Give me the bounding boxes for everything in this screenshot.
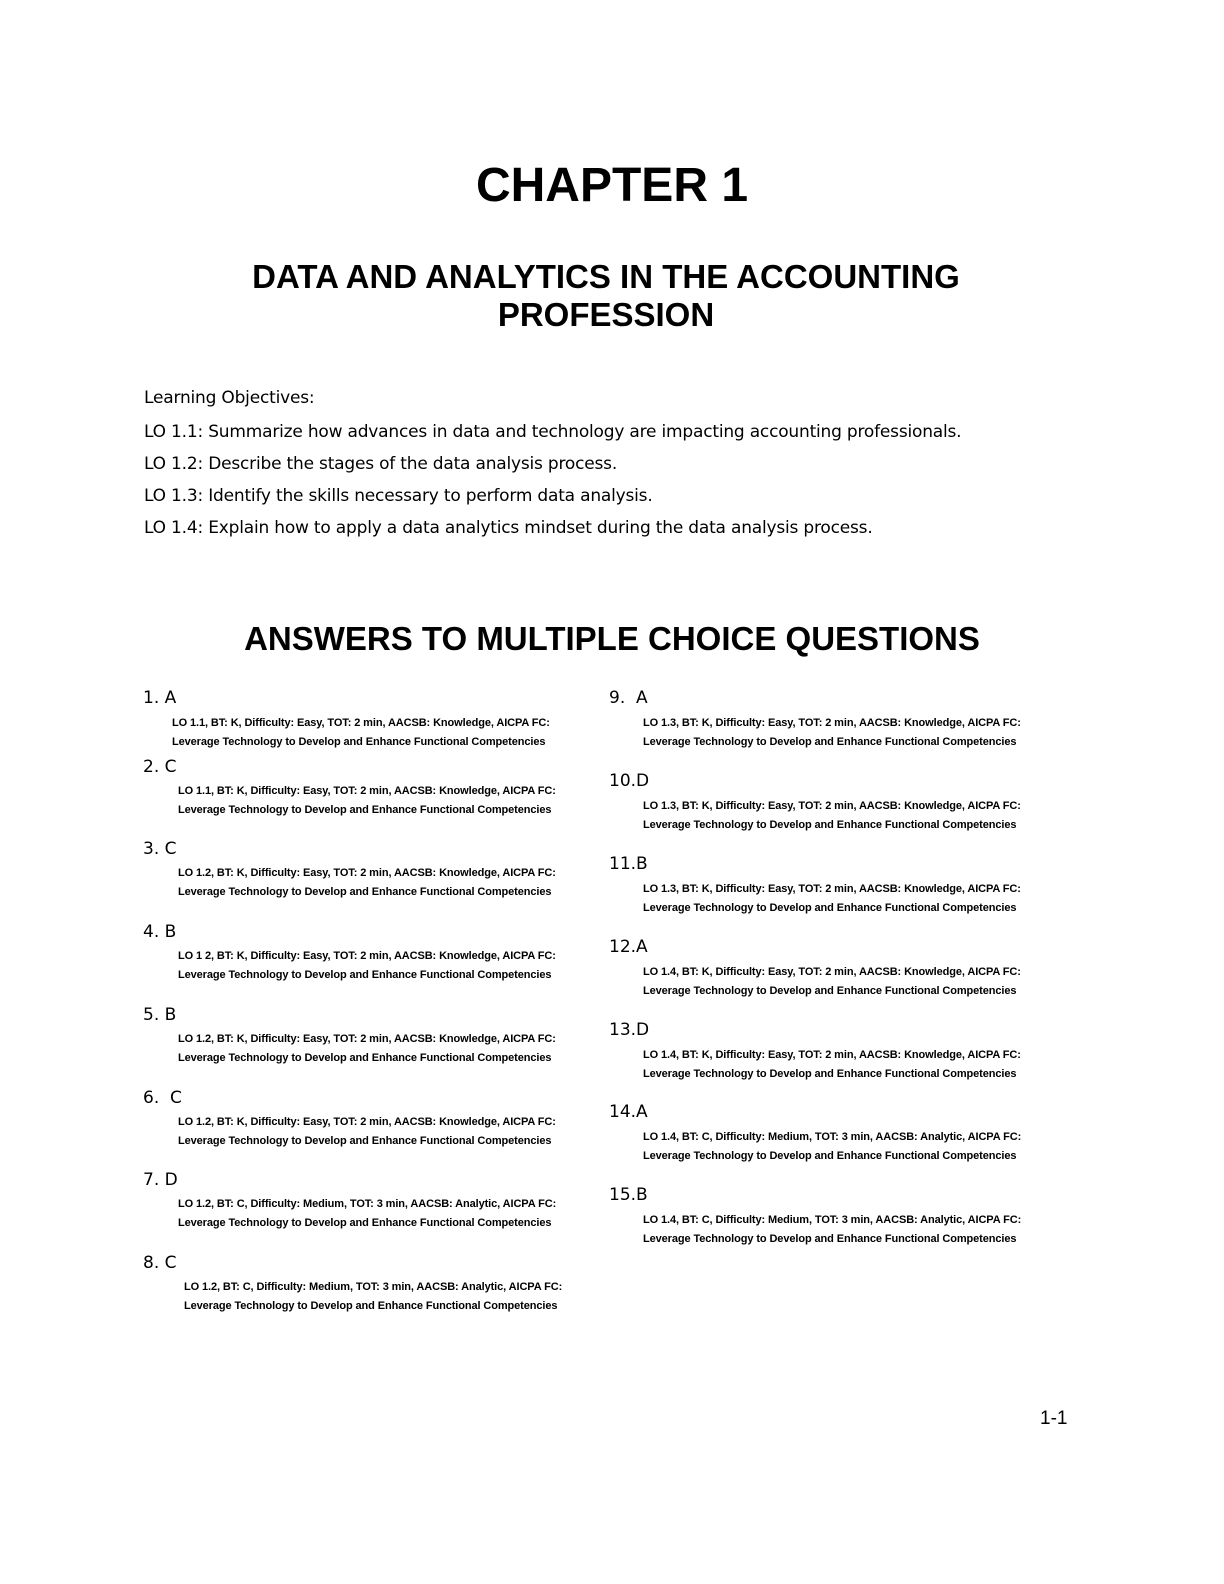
answer-item [609,1020,1083,1084]
answer-number: 3. [143,839,160,859]
answer-metadata: LO 1.3, BT: K, Difficulty: Easy, TOT: 2 min, AACSB: Knowledge, AICPA FC: Leverage Technology to Develop and Enhance Functional Competencies [643,717,1021,748]
answer-letter: B [164,922,177,942]
answer-metadata: LO 1.2, BT: K, Difficulty: Easy, TOT: 2 min, AACSB: Knowledge, AICPA FC: Leverage Technology to Develop and Enhance Functional Competencies [178,867,556,898]
answers-heading: ANSWERS TO MULTIPLE CHOICE QUESTIONS [244,620,980,657]
answer-letter: A [164,688,177,708]
page-number: 1-1 [1040,1408,1068,1429]
answer-letter: C [170,1088,182,1108]
answer-item [143,922,618,985]
answer-number: 14. [609,1102,637,1122]
answer-number: 1. [143,688,160,708]
answer-letter: A [636,937,648,957]
answer-item [143,688,612,752]
answer-number: 4. [143,922,160,942]
answer-letter: B [636,1185,648,1205]
answer-metadata: LO 1.2, BT: K, Difficulty: Easy, TOT: 2 min, AACSB: Knowledge, AICPA FC: Leverage Technology to Develop and Enhance Functional Competencies [178,1033,556,1064]
answer-number: 5. [143,1005,160,1025]
answer-metadata: LO 1.4, BT: K, Difficulty: Easy, TOT: 2 min, AACSB: Knowledge, AICPA FC: Leverage Technology to Develop and Enhance Functional Competencies [643,966,1021,997]
answer-number: 8. [143,1253,160,1273]
chapter-title: CHAPTER 1 [475,159,749,212]
learning-objective-4: LO 1.4: Explain how to apply a data analytics mindset during the data analysis process. [144,518,873,538]
answer-metadata: LO 1.4, BT: C, Difficulty: Medium, TOT: 3 min, AACSB: Analytic, AICPA FC: Leverage Technology to Develop and Enhance Functional Competencies [643,1131,1022,1162]
answer-metadata: LO 1.1, BT: K, Difficulty: Easy, TOT: 2 min, AACSB: Knowledge, AICPA FC: Leverage Technology to Develop and Enhance Functional Competencies [178,785,556,816]
answer-item [609,1102,1083,1166]
learning-objective-3: LO 1.3: Identify the skills necessary to perform data analysis. [144,486,653,506]
answer-item [143,1170,618,1233]
answer-metadata: LO 1.2, BT: K, Difficulty: Easy, TOT: 2 min, AACSB: Knowledge, AICPA FC: Leverage Technology to Develop and Enhance Functional Competencies [178,1116,556,1147]
answer-item [143,1005,618,1068]
answer-item [609,854,1083,918]
answer-item [609,1185,1083,1249]
answer-number: 7. [143,1170,160,1190]
chapter-subtitle: DATA AND ANALYTICS IN THE ACCOUNTING PROFESSION [252,258,960,333]
answer-metadata: LO 1.2, BT: C, Difficulty: Medium, TOT: 3 min, AACSB: Analytic, AICPA FC: Leverage Technology to Develop and Enhance Functional Competencies [178,1198,557,1229]
answer-item [609,771,1083,835]
answer-letter: A [636,688,648,708]
answer-number: 13. [609,1020,637,1040]
answer-number: 2. [143,757,160,777]
answer-letter: D [164,1170,178,1190]
answer-letter: B [636,854,648,874]
learning-objective-2: LO 1.2: Describe the stages of the data analysis process. [144,454,618,474]
answer-number: 10. [609,771,637,791]
answer-metadata: LO 1 2, BT: K, Difficulty: Easy, TOT: 2 min, AACSB: Knowledge, AICPA FC: Leverage Technology to Develop and Enhance Functional Competencies [178,950,556,981]
answer-item [609,937,1083,1001]
answer-item [143,1088,618,1151]
answer-letter: A [636,1102,648,1122]
answer-letter: C [164,839,177,859]
answer-letter: C [164,757,177,777]
answer-number: 6. [143,1088,160,1108]
answer-metadata: LO 1.4, BT: C, Difficulty: Medium, TOT: 3 min, AACSB: Analytic, AICPA FC: Leverage Technology to Develop and Enhance Functional Competencies [643,1214,1022,1245]
answer-metadata: LO 1.3, BT: K, Difficulty: Easy, TOT: 2 min, AACSB: Knowledge, AICPA FC: Leverage Technology to Develop and Enhance Functional Competencies [643,883,1021,914]
answer-number: 11. [609,854,637,874]
answer-item [143,757,618,820]
answer-metadata: LO 1.2, BT: C, Difficulty: Medium, TOT: 3 min, AACSB: Analytic, AICPA FC: Leverage Technology to Develop and Enhance Functional Competencies [184,1281,563,1312]
answer-letter: D [636,1020,650,1040]
answer-letter: D [636,771,650,791]
answer-letter: C [164,1253,177,1273]
learning-objective-1: LO 1.1: Summarize how advances in data and technology are impacting accounting professionals. [144,422,962,442]
answer-item [609,688,1083,752]
answer-number: 15. [609,1185,637,1205]
answer-number: 12. [609,937,637,957]
answer-number: 9. [609,688,626,708]
answer-metadata: LO 1.1, BT: K, Difficulty: Easy, TOT: 2 min, AACSB: Knowledge, AICPA FC: Leverage Technology to Develop and Enhance Functional Competencies [172,717,550,748]
answer-item [143,1253,624,1316]
answer-letter: B [164,1005,177,1025]
answer-item [143,839,618,902]
learning-objectives-heading: Learning Objectives: [144,388,315,408]
answer-metadata: LO 1.4, BT: K, Difficulty: Easy, TOT: 2 min, AACSB: Knowledge, AICPA FC: Leverage Technology to Develop and Enhance Functional Competencies [643,1049,1021,1080]
answer-metadata: LO 1.3, BT: K, Difficulty: Easy, TOT: 2 min, AACSB: Knowledge, AICPA FC: Leverage Technology to Develop and Enhance Functional Competencies [643,800,1021,831]
